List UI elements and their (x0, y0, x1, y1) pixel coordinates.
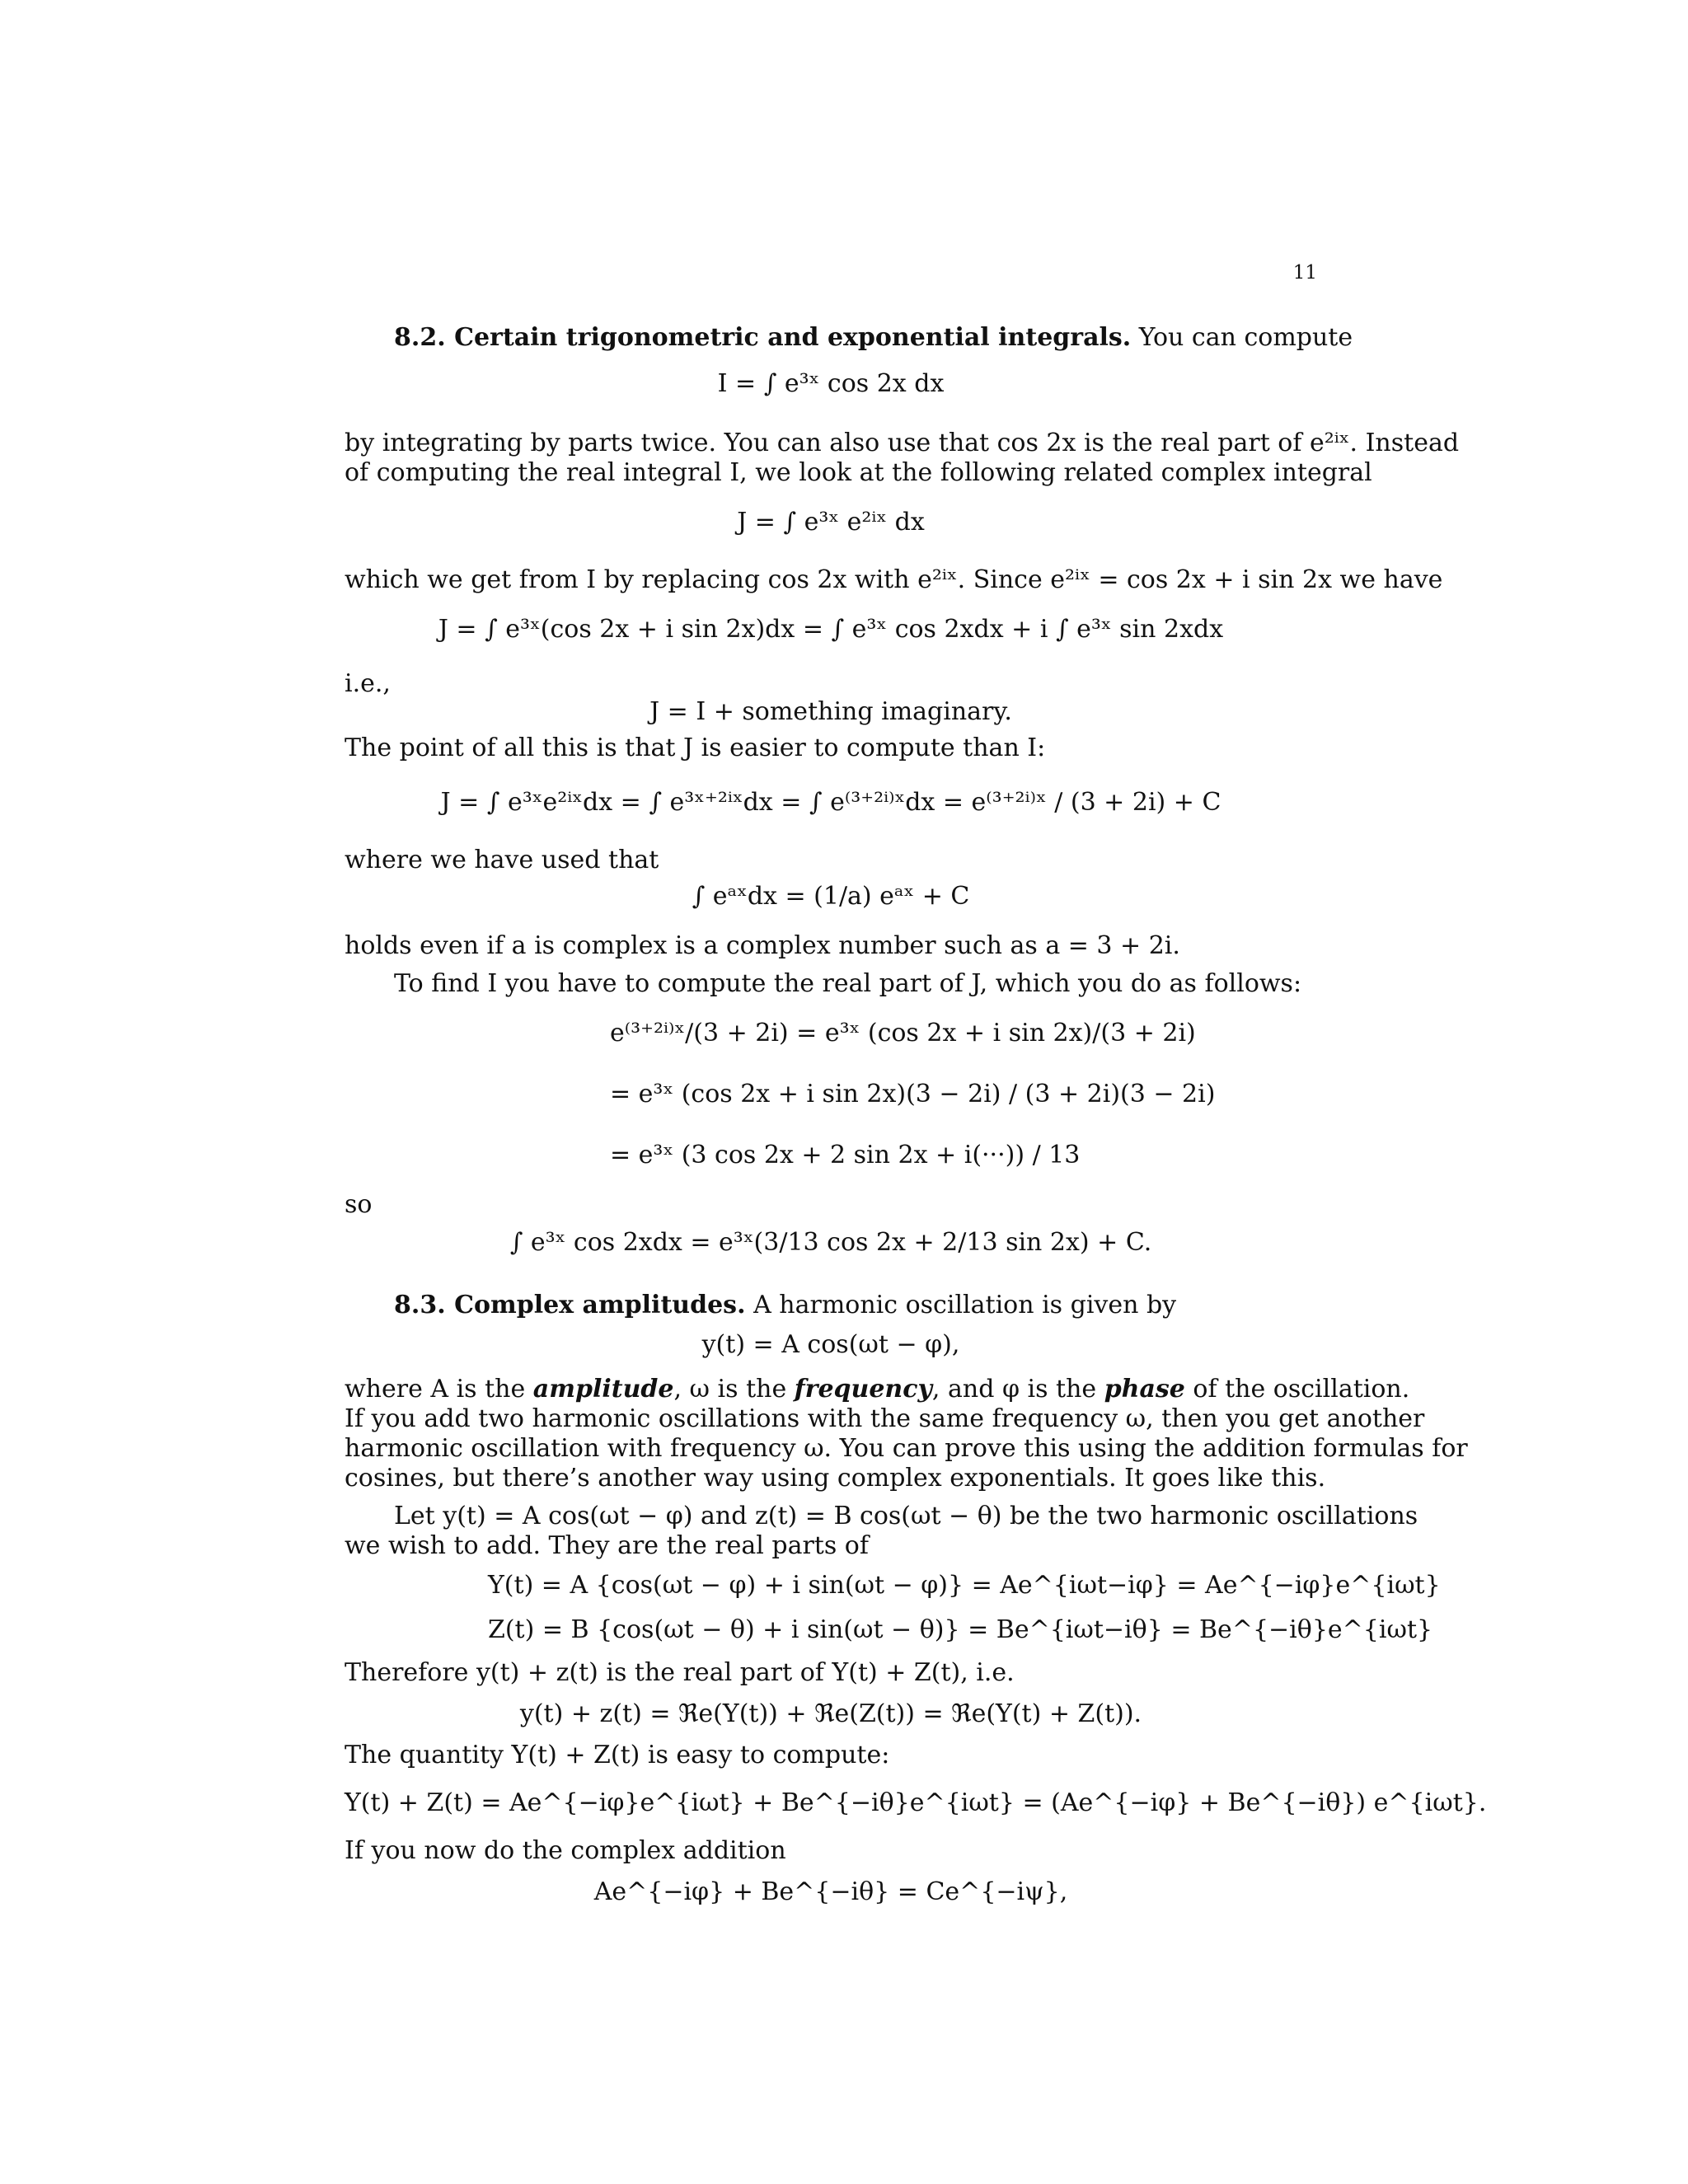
paragraph-line: which we get from I by replacing cos 2x with e²ⁱˣ. Since e²ⁱˣ = cos 2x + i sin 2x we have (345, 565, 1443, 594)
align-row-2: = e³ˣ (cos 2x + i sin 2x)(3 − 2i) / (3 + 2i)(3 − 2i) (610, 1080, 1216, 1108)
equation-J-compute: J = ∫ e³ˣe²ⁱˣdx = ∫ e³ˣ⁺²ⁱˣdx = ∫ e⁽³⁺²ⁱ⁾ˣdx = e⁽³⁺²ⁱ⁾ˣ / (3 + 2i) + C (440, 788, 1221, 817)
paragraph-line: by integrating by parts twice. You can also use that cos 2x is the real part of e²ⁱˣ. Instead (345, 429, 1460, 457)
align-row-3: = e³ˣ (3 cos 2x + 2 sin 2x + i(···)) / 13 (610, 1141, 1081, 1169)
paragraph-line: If you add two harmonic oscillations with the same frequency ω, then you get another (345, 1404, 1425, 1433)
section-intro: You can compute (1138, 323, 1353, 352)
paragraph-line: harmonic oscillation with frequency ω. You can prove this using the addition formulas for (345, 1434, 1468, 1463)
paragraph-line: where A is the amplitude, ω is the frequency, and φ is the phase of the oscillation. (345, 1375, 1410, 1404)
equation-J-expand: J = ∫ e³ˣ(cos 2x + i sin 2x)dx = ∫ e³ˣ cos 2xdx + i ∫ e³ˣ sin 2xdx (438, 615, 1224, 644)
paragraph-line: cosines, but there’s another way using complex exponentials. It goes like this. (345, 1464, 1326, 1493)
equation-y: y(t) = A cos(ωt − φ), (701, 1330, 960, 1359)
equation-result: ∫ e³ˣ cos 2xdx = e³ˣ(3/13 cos 2x + 2/13 sin 2x) + C. (509, 1228, 1152, 1257)
so-label: so (345, 1190, 373, 1219)
equation-real-part: y(t) + z(t) = ℜe(Y(t)) + ℜe(Z(t)) = ℜe(Y(t) + Z(t)). (519, 1699, 1142, 1728)
align-row-1: e⁽³⁺²ⁱ⁾ˣ/(3 + 2i) = e³ˣ (cos 2x + i sin 2x)/(3 + 2i) (610, 1019, 1196, 1047)
section-8-2-heading-line (394, 323, 1367, 353)
page-number: 11 (1292, 262, 1317, 284)
equation-sum: Y(t) + Z(t) = Ae^{−iφ}e^{iωt} + Be^{−iθ}e^{iωt} = (Ae^{−iφ} + Be^{−iθ}) e^{iωt}. (345, 1788, 1487, 1817)
equation-Y: Y(t) = A {cos(ωt − φ) + i sin(ωt − φ)} = Ae^{iωt−iφ} = Ae^{−iφ}e^{iωt} (488, 1571, 1441, 1600)
section-heading: 8.2. Certain trigonometric and exponential integrals. (394, 323, 1132, 352)
paragraph-line: where we have used that (345, 846, 659, 874)
paragraph-line: of computing the real integral I, we look at the following related complex integral (345, 458, 1372, 487)
paragraph-line: Let y(t) = A cos(ωt − φ) and z(t) = B cos(ωt − θ) be the two harmonic oscillations (394, 1502, 1418, 1530)
equation-C: Ae^{−iφ} + Be^{−iθ} = Ce^{−iψ}, (593, 1877, 1068, 1906)
section-heading: 8.3. Complex amplitudes. (394, 1291, 746, 1319)
emphasis-term: frequency (794, 1375, 932, 1404)
equation-Z: Z(t) = B {cos(ωt − θ) + i sin(ωt − θ)} = Be^{iωt−iθ} = Be^{−iθ}e^{iωt} (488, 1615, 1433, 1644)
equation-J: J = ∫ e³ˣ e²ⁱˣ dx (737, 508, 925, 537)
paragraph-line: To find I you have to compute the real part of J, which you do as follows: (394, 969, 1302, 998)
section-intro: A harmonic oscillation is given by (753, 1291, 1177, 1319)
paragraph-line: The quantity Y(t) + Z(t) is easy to compute: (345, 1741, 890, 1769)
paragraph-line: we wish to add. They are the real parts of (345, 1531, 869, 1560)
paragraph-line: Therefore y(t) + z(t) is the real part of Y(t) + Z(t), i.e. (345, 1658, 1015, 1687)
paragraph-line: holds even if a is complex is a complex number such as a = 3 + 2i. (345, 931, 1180, 960)
equation-J-I: J = I + something imaginary. (649, 697, 1012, 726)
paragraph-line: If you now do the complex addition (345, 1836, 786, 1865)
emphasis-term: amplitude (532, 1375, 674, 1404)
equation-I: I = ∫ e³ˣ cos 2x dx (717, 369, 945, 398)
paragraph-line: The point of all this is that J is easier to compute than I: (345, 733, 1046, 762)
ie-label: i.e., (345, 669, 391, 698)
equation-exp-integral: ∫ eᵃˣdx = (1/a) eᵃˣ + C (692, 882, 970, 911)
emphasis-term: phase (1104, 1375, 1185, 1404)
section-8-3-heading-line (394, 1291, 1367, 1320)
